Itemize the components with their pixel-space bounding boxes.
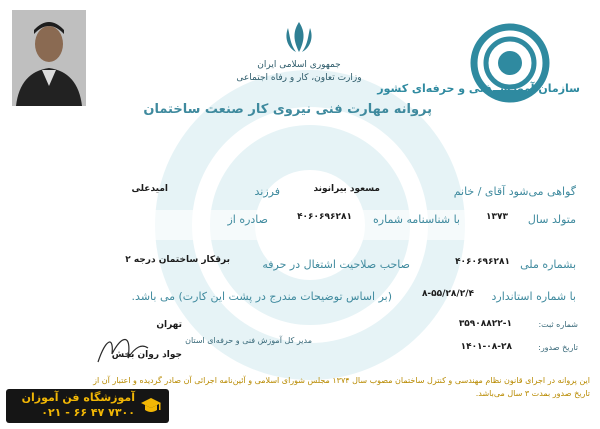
qualified-label: صاحب صلاحیت اشتغال در حرفه <box>262 258 410 271</box>
certificate-title: پروانه مهارت فنی نیروی کار صنعت ساختمان <box>143 102 432 117</box>
iran-emblem-icon <box>278 18 320 58</box>
birth-year: ۱۳۷۳ <box>486 212 508 222</box>
signature-icon <box>92 328 152 368</box>
national-id: ۴۰۶۰۶۹۶۲۸۱ <box>455 257 510 267</box>
standard-label: با شماره استاندارد <box>491 290 576 303</box>
city: تهران <box>156 320 182 330</box>
national-label: بشماره ملی <box>520 258 576 271</box>
standard-number: ۸-۵۵/۲۸/۲/۴ <box>421 289 474 299</box>
holder-name: مسعود بیرانوند <box>313 184 380 194</box>
director-title: مدیر کل آموزش فنی و حرفه‌ای استان <box>185 336 312 345</box>
date-value: ۱۴۰۱-۰۸-۲۸ <box>460 342 512 352</box>
child-of-label: فرزند <box>254 185 280 198</box>
line1-label: گواهی می‌شود آقای / خانم <box>453 185 576 198</box>
reg-number: ۳۵۹۰۸۸۲۲-۱ <box>458 319 512 329</box>
gov-line-1: جمهوری اسلامی ایران <box>257 60 341 70</box>
org-name: سازمان آموزش فنی و حرفه‌ای کشور <box>377 82 580 95</box>
id-number: ۴۰۶۰۶۹۶۲۸۱ <box>297 212 352 222</box>
born-label: متولد سال <box>527 213 576 226</box>
father-name: امیدعلی <box>131 184 168 194</box>
legal-line-2: تاریخ صدور بمدت ۳ سال می‌باشد. <box>475 389 590 398</box>
reg-label: شماره ثبت: <box>538 320 578 329</box>
director-name: جواد روان بخش <box>111 350 182 360</box>
date-label: تاریخ صدور: <box>538 343 578 352</box>
institute-badge <box>6 389 169 423</box>
legal-line-1: این پروانه در اجرای قانون نظام مهندسی و کنترل ساختمان مصوب سال ۱۳۷۴ مجلس شورای اسلامی و آئین‌نامه اجرائی آن صادر گردیده و اعتبار آن از <box>93 376 590 385</box>
badge-title: آموزشگاه فن آموزان <box>21 391 135 404</box>
id-label: با شناسنامه شماره <box>373 213 460 226</box>
note-text: (بر اساس توضیحات مندرج در پشت این کارت) می باشد. <box>131 290 392 303</box>
gov-line-2: وزارت تعاون، کار و رفاه اجتماعی <box>236 73 362 83</box>
profession: برقکار ساختمان درجه ۲ <box>125 255 230 265</box>
issued-label: صادره از <box>227 213 268 226</box>
badge-phone: ۰۲۱ - ۶۶ ۴۷ ۷۳۰۰ <box>41 406 135 419</box>
holder-photo <box>12 10 86 106</box>
graduation-cap-icon <box>139 394 163 418</box>
